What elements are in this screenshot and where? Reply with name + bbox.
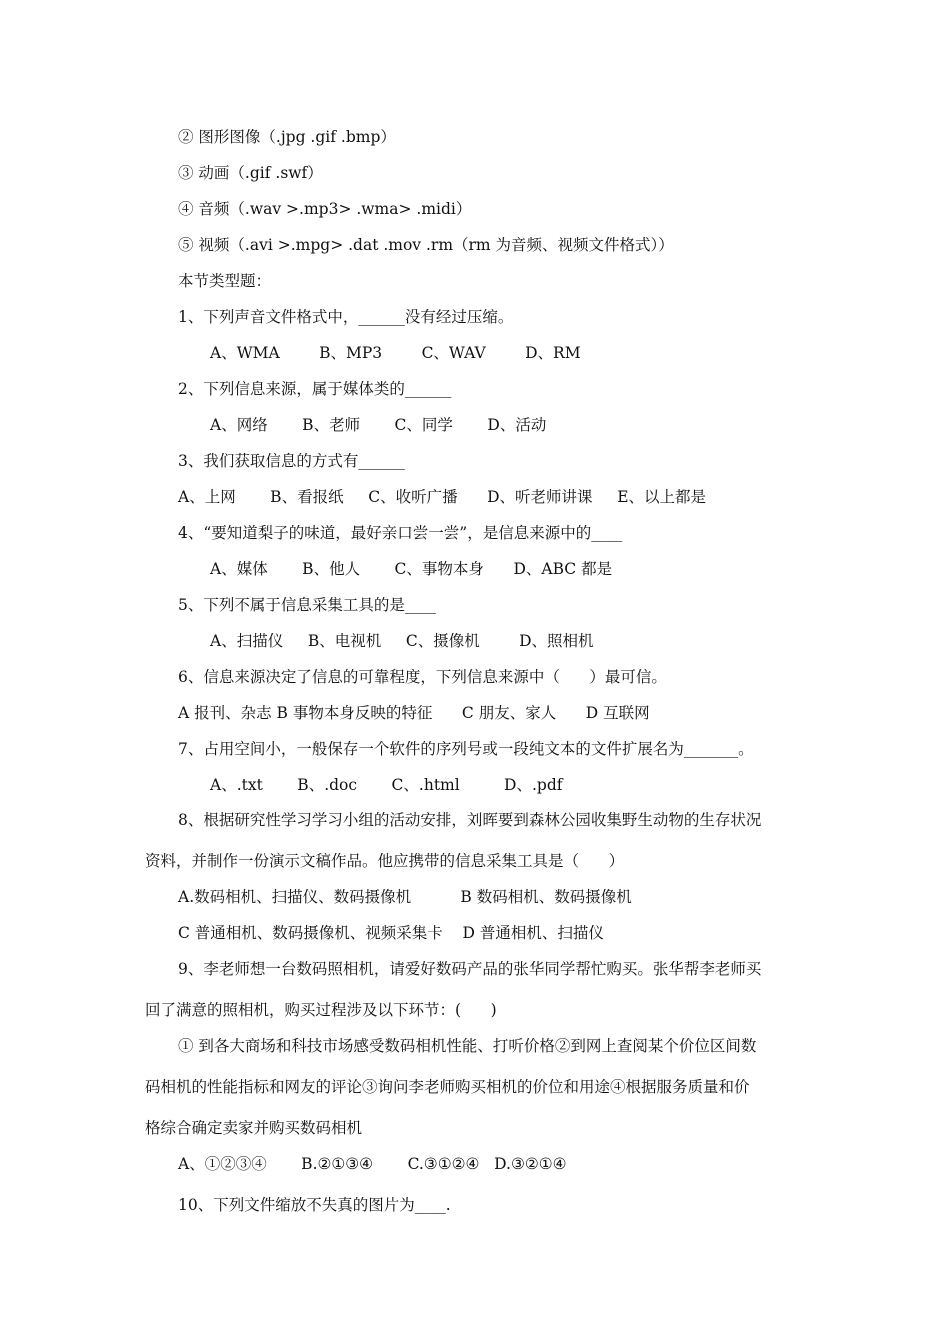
question-4-options: A、媒体 B、他人 C、事物本身 D、ABC 都是 — [210, 560, 613, 578]
question-8: 8、根据研究性学习学习小组的活动安排，刘晖要到森林公园收集野生动物的生存状况 — [178, 811, 762, 829]
question-4: 4、“要知道梨子的味道，最好亲口尝一尝”，是信息来源中的____ — [178, 524, 623, 542]
question-9: 9、李老师想一台数码照相机，请爱好数码产品的张华同学帮忙购买。张华帮李老师买 — [178, 960, 762, 978]
question-6-options: A 报刊、杂志 B 事物本身反映的特征 C 朋友、家人 D 互联网 — [178, 704, 650, 722]
question-3-options: A、上网 B、看报纸 C、收听广播 D、听老师讲课 E、以上都是 — [178, 488, 707, 506]
question-2-options: A、网络 B、老师 C、同学 D、活动 — [210, 416, 547, 434]
question-8-options-a-b: A.数码相机、扫描仪、数码摄像机 B 数码相机、数码摄像机 — [178, 888, 632, 906]
text-line: ③ 动画（.gif .swf） — [178, 164, 323, 182]
section-heading: 本节类型题： — [178, 272, 272, 290]
question-5-options: A、扫描仪 B、电视机 C、摄像机 D、照相机 — [210, 632, 594, 650]
question-1-options: A、WMA B、MP3 C、WAV D、RM — [210, 344, 581, 362]
question-9-steps: ① 到各大商场和科技市场感受数码相机性能、打听价格②到网上查阅某个价位区间数 — [178, 1037, 757, 1055]
question-6: 6、信息来源决定了信息的可靠程度，下列信息来源中（ ）最可信。 — [178, 668, 667, 686]
question-8-continued: 资料，并制作一份演示文稿作品。他应携带的信息采集工具是（ ） — [145, 852, 625, 870]
question-9-continued: 回了满意的照相机，购买过程涉及以下环节：( ) — [145, 1001, 497, 1019]
question-9-steps-continued: 码相机的性能指标和网友的评论③询问李老师购买相机的价位和用途④根据服务质量和价 — [145, 1078, 750, 1096]
question-9-steps-end: 格综合确定卖家并购买数码相机 — [145, 1119, 363, 1137]
question-3: 3、我们获取信息的方式有______ — [178, 452, 405, 470]
question-9-options: A、①②③④ B.②①③④ C.③①②④ D.③②①④ — [178, 1155, 567, 1173]
question-10: 10、下列文件缩放不失真的图片为____. — [178, 1196, 451, 1214]
question-8-options-c-d: C 普通相机、数码摄像机、视频采集卡 D 普通相机、扫描仪 — [178, 924, 604, 942]
question-7: 7、占用空间小，一般保存一个软件的序列号或一段纯文本的文件扩展名为_______。 — [178, 740, 754, 758]
question-1: 1、下列声音文件格式中，______没有经过压缩。 — [178, 308, 514, 326]
text-line: ④ 音频（.wav >.mp3> .wma> .midi） — [178, 200, 472, 218]
question-5: 5、下列不属于信息采集工具的是____ — [178, 596, 436, 614]
question-7-options: A、.txt B、.doc C、.html D、.pdf — [210, 776, 563, 794]
text-line: ⑤ 视频（.avi >.mpg> .dat .mov .rm（rm 为音频、视频文件格式）） — [178, 236, 674, 254]
text-line: ② 图形图像（.jpg .gif .bmp） — [178, 128, 396, 146]
question-2: 2、下列信息来源，属于媒体类的______ — [178, 380, 452, 398]
